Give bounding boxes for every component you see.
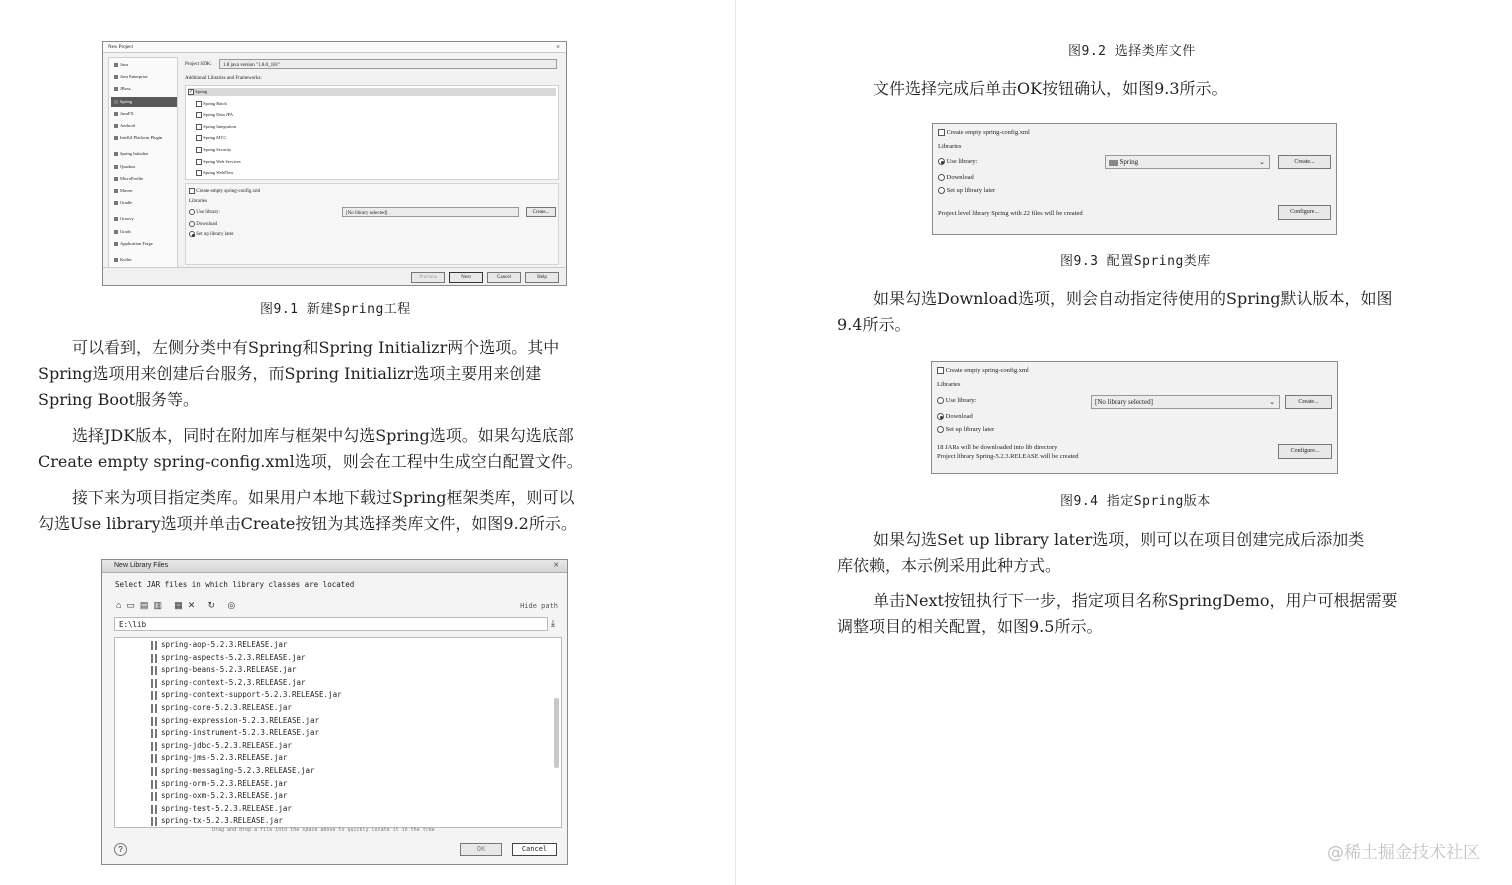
next-button: Next	[449, 272, 483, 283]
file-list-item: spring-jdbc-5.2.3.RELEASE.jar	[161, 740, 292, 750]
project-type-icon	[114, 152, 118, 156]
paragraph-2: 选择JDK版本，同时在附加库与框架中勾选Spring选项。如果勾选底部 Create empty spring-config.xml选项，则会在工程中生成空白配置文件。	[38, 426, 583, 471]
framework-option: Spring Security	[196, 146, 231, 154]
jar-file-icon	[151, 742, 157, 751]
file-list-item: spring-context-support-5.2.3.RELEASE.jar	[161, 690, 342, 700]
sidebar-item: Maven	[111, 186, 177, 196]
project-type-icon	[114, 112, 118, 116]
create-button: Create...	[1278, 155, 1331, 169]
show-hidden-icon: ◎	[227, 600, 241, 610]
file-tree	[114, 637, 562, 828]
caption-fig-9-2: 图9.2 选择类库文件	[1068, 44, 1196, 59]
project-type-icon	[114, 87, 118, 91]
figure-download-spring-version	[931, 361, 1338, 474]
sidebar-item: Quarkus	[111, 162, 177, 172]
file-list-item: spring-beans-5.2.3.RELEASE.jar	[161, 665, 297, 675]
project-type-icon	[114, 201, 118, 205]
file-list-item: spring-test-5.2.3.RELEASE.jar	[161, 803, 292, 813]
sidebar-item: JavaFX	[111, 109, 177, 119]
sidebar-item: Groovy	[111, 214, 177, 224]
download-radio: Download	[189, 221, 217, 228]
use-library-radio: Use library:	[938, 158, 978, 165]
jar-file-icon	[151, 780, 157, 789]
jar-file-icon	[151, 704, 157, 713]
sidebar-item: Grails	[111, 227, 177, 237]
hide-path-link: Hide path	[520, 602, 558, 610]
paragraph-1: 可以看到，左侧分类中有Spring和Spring Initializr两个选项。其中 Spring选项用来创建后台服务，而Spring Initializr选项主要用来创建 Spring Boot服务等。	[38, 338, 560, 409]
project-settings-panel	[185, 57, 561, 282]
sidebar-item: Gradle	[111, 198, 177, 208]
sidebar-item: Android	[111, 121, 177, 131]
project-type-icon	[114, 258, 118, 262]
watermark: @稀土掘金技术社区	[1327, 843, 1480, 863]
project-type-icon	[114, 217, 118, 221]
setup-later-radio: Set up library later	[937, 426, 994, 433]
jar-file-icon	[151, 691, 157, 700]
dialog-titlebar	[102, 560, 567, 573]
create-empty-option: Create empty spring-config.xml	[938, 129, 1030, 136]
framework-option: Spring Batch	[196, 100, 227, 108]
file-list-item: spring-instrument-5.2.3.RELEASE.jar	[161, 728, 320, 738]
cancel-button: Cancel	[512, 843, 557, 856]
figure-configure-spring-library	[932, 123, 1337, 235]
ok-button: OK	[460, 843, 502, 856]
create-button: Create...	[526, 207, 556, 217]
framework-option: Spring Integration	[196, 123, 236, 131]
dialog-subtitle: Select JAR files in which library classes are located	[115, 580, 355, 589]
new-folder-icon: ▦	[174, 600, 188, 610]
project-type-icon	[114, 100, 118, 104]
use-library-radio: Use library:	[937, 397, 977, 404]
paragraph-7: 单击Next按钮执行下一步，指定项目名称SpringDemo，用户可根据需要 调整项目的相关配置，如图9.5所示。	[837, 591, 1398, 636]
dialog-title: New Library Files	[114, 562, 169, 569]
jar-file-icon	[151, 666, 157, 675]
project-type-icon	[114, 75, 118, 79]
project-type-icon	[114, 136, 118, 140]
sidebar-item: Java Enterprise	[111, 72, 177, 82]
framework-option: ✓ Spring	[188, 88, 556, 96]
sidebar-item: Java	[111, 60, 177, 70]
project-type-sidebar	[108, 57, 178, 282]
download-radio: Download	[938, 174, 974, 181]
module-icon: ▥	[153, 600, 167, 610]
libraries-label: Libraries	[938, 143, 962, 150]
configure-button: Configure...	[1278, 205, 1331, 220]
figure-new-library-files-dialog	[101, 559, 568, 865]
jar-file-icon	[151, 679, 157, 688]
desktop-icon: ▭	[126, 600, 140, 610]
jar-file-icon	[151, 817, 157, 826]
create-empty-option: Create empty spring-config.xml	[937, 367, 1029, 374]
paragraph-5: 如果勾选Download选项，则会自动指定待使用的Spring默认版本，如图 9.4所示。	[837, 289, 1393, 334]
dialog-titlebar	[103, 42, 566, 53]
sidebar-item: IntelliJ Platform Plugin	[111, 133, 177, 143]
download-radio: Download	[937, 413, 973, 420]
caption-fig-9-3: 图9.3 配置Spring类库	[1060, 254, 1211, 269]
library-dropdown: [No library selected]	[342, 207, 519, 217]
framework-option: Spring WebFlow	[196, 169, 234, 177]
close-icon: ×	[556, 43, 560, 51]
project-type-icon	[114, 124, 118, 128]
project-type-icon	[114, 63, 118, 67]
toolbar	[116, 600, 240, 611]
file-list-item: spring-messaging-5.2.3.RELEASE.jar	[161, 766, 315, 775]
file-list-item: spring-aop-5.2.3.RELEASE.jar	[161, 640, 288, 649]
sidebar-item: Application Forge	[111, 239, 177, 249]
folder-icon: ▤	[139, 600, 154, 610]
file-list-item: spring-aspects-5.2.3.RELEASE.jar	[161, 652, 306, 662]
library-dropdown: [No library selected] ⌄	[1091, 395, 1280, 409]
file-list-item: spring-expression-5.2.3.RELEASE.jar	[161, 715, 320, 725]
help-button: Help	[525, 272, 559, 283]
download-icon: ⤓	[551, 618, 555, 628]
help-icon: ?	[114, 843, 127, 856]
delete-icon: ✕	[187, 600, 201, 610]
project-type-icon	[114, 165, 118, 169]
caption-fig-9-4: 图9.4 指定Spring版本	[1060, 494, 1211, 509]
dialog-buttonbar	[103, 267, 567, 286]
path-field: E:\lib	[114, 617, 548, 631]
paragraph-3: 接下来为项目指定类库。如果用户本地下载过Spring框架类库，则可以 勾选Use library选项并单击Create按钮为其选择类库文件，如图9.2所示。	[38, 488, 577, 533]
close-icon: ×	[553, 560, 559, 571]
chevron-down-icon: ⌄	[1269, 398, 1275, 406]
libraries-label: Libraries	[189, 199, 208, 204]
sdk-label: Project SDK:	[185, 62, 212, 67]
create-button: Create...	[1285, 395, 1332, 409]
previous-button: Previous	[411, 272, 445, 283]
framework-option: Spring Web Services	[196, 158, 241, 166]
setup-later-radio: Set up library later	[189, 231, 234, 238]
setup-later-radio: Set up library later	[938, 187, 995, 194]
cancel-button: Cancel	[487, 272, 521, 283]
library-info: Project library Spring-5.2.3.RELEASE will be created	[937, 453, 1079, 460]
home-icon: ⌂	[116, 600, 127, 610]
paragraph-6: 如果勾选Set up library later选项，则可以在项目创建完成后添加类 库依赖，本示例采用此种方式。	[837, 530, 1365, 575]
project-type-icon	[114, 177, 118, 181]
project-type-icon	[114, 242, 118, 246]
library-info: Project level library Spring with 22 files will be created	[938, 210, 1083, 217]
jar-file-icon	[151, 641, 157, 650]
file-list-item: spring-jms-5.2.3.RELEASE.jar	[161, 753, 288, 763]
page-divider	[735, 0, 736, 885]
sidebar-item: Kotlin	[111, 255, 177, 265]
jar-file-icon	[151, 805, 157, 814]
file-list-item: spring-context-5.2.3.RELEASE.jar	[161, 677, 306, 687]
framework-option: Spring Data JPA	[196, 111, 233, 119]
jar-file-icon	[151, 654, 157, 663]
sidebar-item: JBoss	[111, 84, 177, 94]
sidebar-item: Spring Initializr	[111, 149, 177, 159]
frameworks-label: Additional Libraries and Frameworks:	[185, 76, 262, 81]
project-type-icon	[114, 189, 118, 193]
download-info: 18 JARs will be downloaded into lib directory	[937, 444, 1058, 451]
drag-hint: Drag and drop a file into the space above to quickly locate it in the tree	[212, 827, 435, 833]
jar-file-icon	[151, 754, 157, 763]
jar-file-icon	[151, 717, 157, 726]
dialog-title: New Project	[108, 45, 133, 50]
file-list-item: spring-tx-5.2.3.RELEASE.jar	[161, 816, 283, 826]
create-empty-option: Create empty spring-config.xml	[189, 188, 260, 195]
framework-option: Spring MVC	[196, 134, 227, 142]
jar-file-icon	[151, 792, 157, 801]
figure-new-project-dialog	[102, 41, 567, 286]
libraries-label: Libraries	[937, 381, 961, 388]
refresh-icon: ↻	[207, 600, 221, 610]
library-dropdown: Spring ⌄	[1105, 155, 1270, 169]
file-list-item: spring-core-5.2.3.RELEASE.jar	[161, 703, 292, 712]
file-list-item: spring-orm-5.2.3.RELEASE.jar	[161, 778, 288, 788]
configure-button: Configure...	[1278, 444, 1332, 459]
use-library-radio: Use library:	[189, 209, 220, 216]
sidebar-item: Spring	[111, 97, 177, 107]
frameworks-list	[185, 85, 559, 180]
sidebar-item: MicroProfile	[111, 174, 177, 184]
project-type-icon	[114, 230, 118, 234]
libraries-panel	[185, 183, 559, 265]
file-list-item: spring-oxm-5.2.3.RELEASE.jar	[161, 791, 288, 801]
scrollbar	[554, 698, 559, 768]
jar-file-icon	[151, 729, 157, 738]
caption-fig-9-1: 图9.1 新建Spring工程	[260, 302, 411, 317]
chevron-down-icon: ⌄	[1259, 158, 1265, 166]
sdk-dropdown: 1.8 java version "1.8.0_181"	[219, 59, 557, 69]
jar-file-icon	[151, 767, 157, 776]
paragraph-4: 文件选择完成后单击OK按钮确认，如图9.3所示。	[873, 79, 1228, 98]
